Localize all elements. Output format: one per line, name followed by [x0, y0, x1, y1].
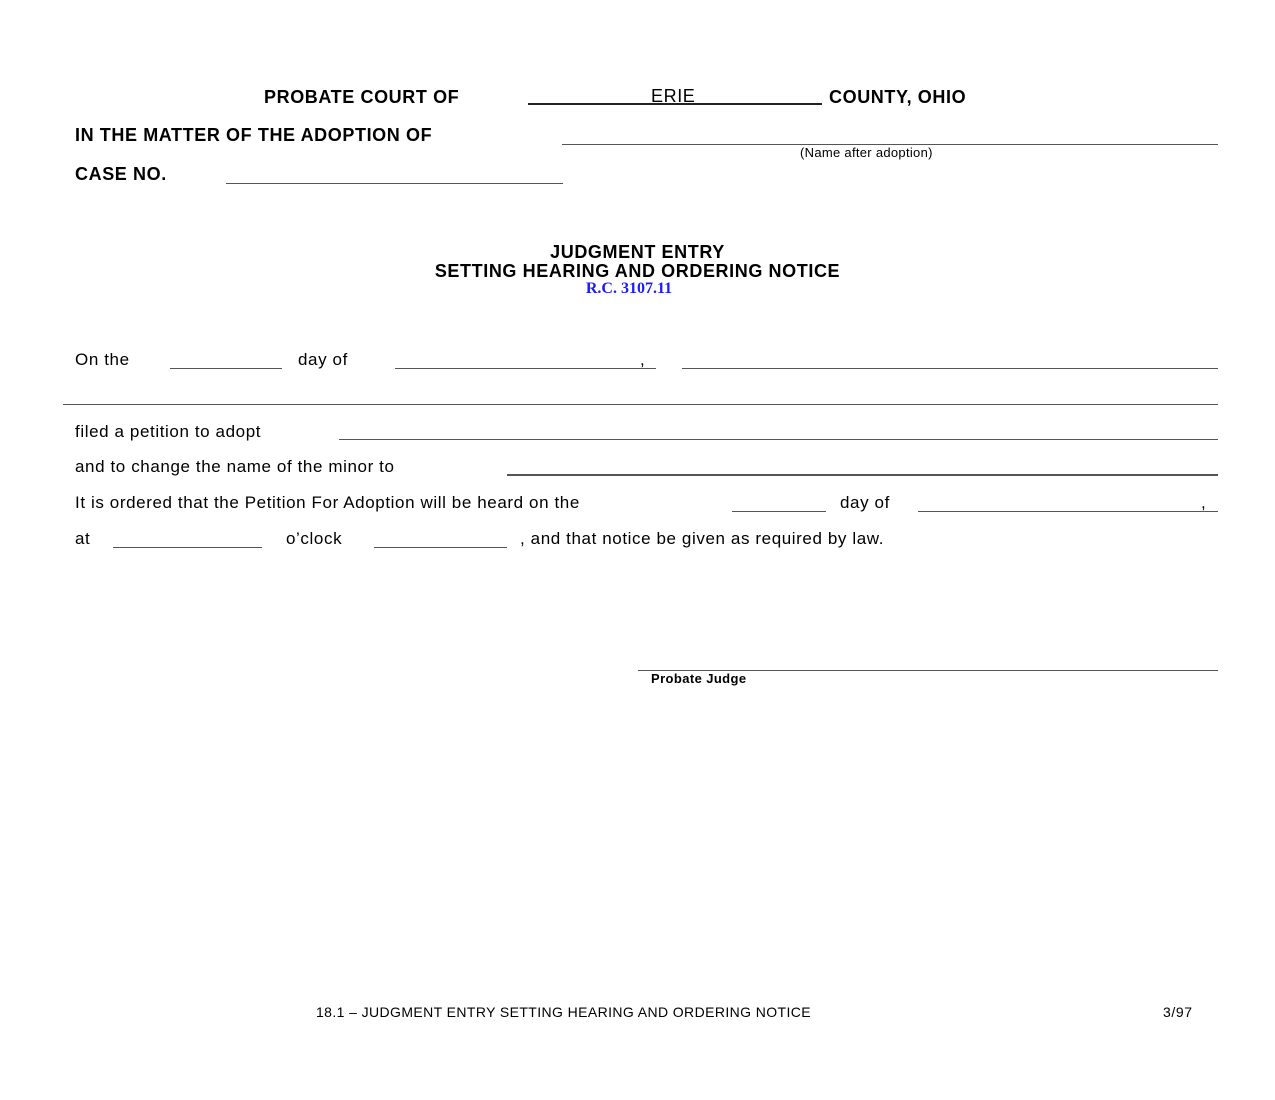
case-number-field[interactable]	[226, 161, 567, 185]
filed-petition-label: filed a petition to adopt	[75, 422, 262, 441]
filing-month-field[interactable]	[395, 347, 644, 369]
court-suffix: COUNTY, OHIO	[829, 87, 967, 107]
hearing-month-field[interactable]	[918, 490, 1202, 512]
child-name-field[interactable]	[339, 418, 1222, 440]
ordered-text: It is ordered that the Petition For Adoption will be heard on the	[75, 493, 580, 512]
court-prefix: PROBATE COURT OF	[264, 87, 460, 107]
statute-reference: R.C. 3107.11	[585, 280, 673, 297]
county-value[interactable]: ERIE	[651, 86, 696, 106]
day-of-label-2: day of	[840, 493, 890, 512]
petitioner-field[interactable]	[63, 382, 1222, 405]
name-caption: (Name after adoption)	[800, 145, 933, 160]
at-label: at	[75, 529, 91, 548]
hearing-hour-field[interactable]	[113, 526, 266, 548]
filing-day-field[interactable]	[170, 347, 286, 369]
matter-label: IN THE MATTER OF THE ADOPTION OF	[75, 125, 433, 145]
filing-year-field[interactable]	[682, 347, 1222, 369]
comma: ,	[640, 350, 646, 369]
on-the-label: On the	[75, 350, 130, 369]
hearing-day-field[interactable]	[732, 490, 830, 512]
title-line2: SETTING HEARING AND ORDERING NOTICE	[434, 261, 841, 281]
comma-2: ,	[1201, 493, 1207, 512]
oclock-label: o’clock	[286, 529, 343, 548]
adoptee-name-field[interactable]	[562, 122, 1222, 146]
footer-form-title: 18.1 – JUDGMENT ENTRY SETTING HEARING AND ORDERING NOTICE	[316, 1004, 811, 1020]
new-name-field[interactable]	[507, 453, 1222, 475]
footer-revision: 3/97	[1163, 1004, 1193, 1020]
notice-text: , and that notice be given as required by law.	[520, 529, 885, 548]
am-pm-field[interactable]	[374, 526, 511, 548]
change-name-label: and to change the name of the minor to	[75, 457, 395, 476]
probate-judge-label: Probate Judge	[651, 671, 747, 686]
title-line1: JUDGMENT ENTRY	[550, 242, 725, 262]
day-of-label: day of	[298, 350, 348, 369]
case-label: CASE NO.	[75, 164, 167, 184]
